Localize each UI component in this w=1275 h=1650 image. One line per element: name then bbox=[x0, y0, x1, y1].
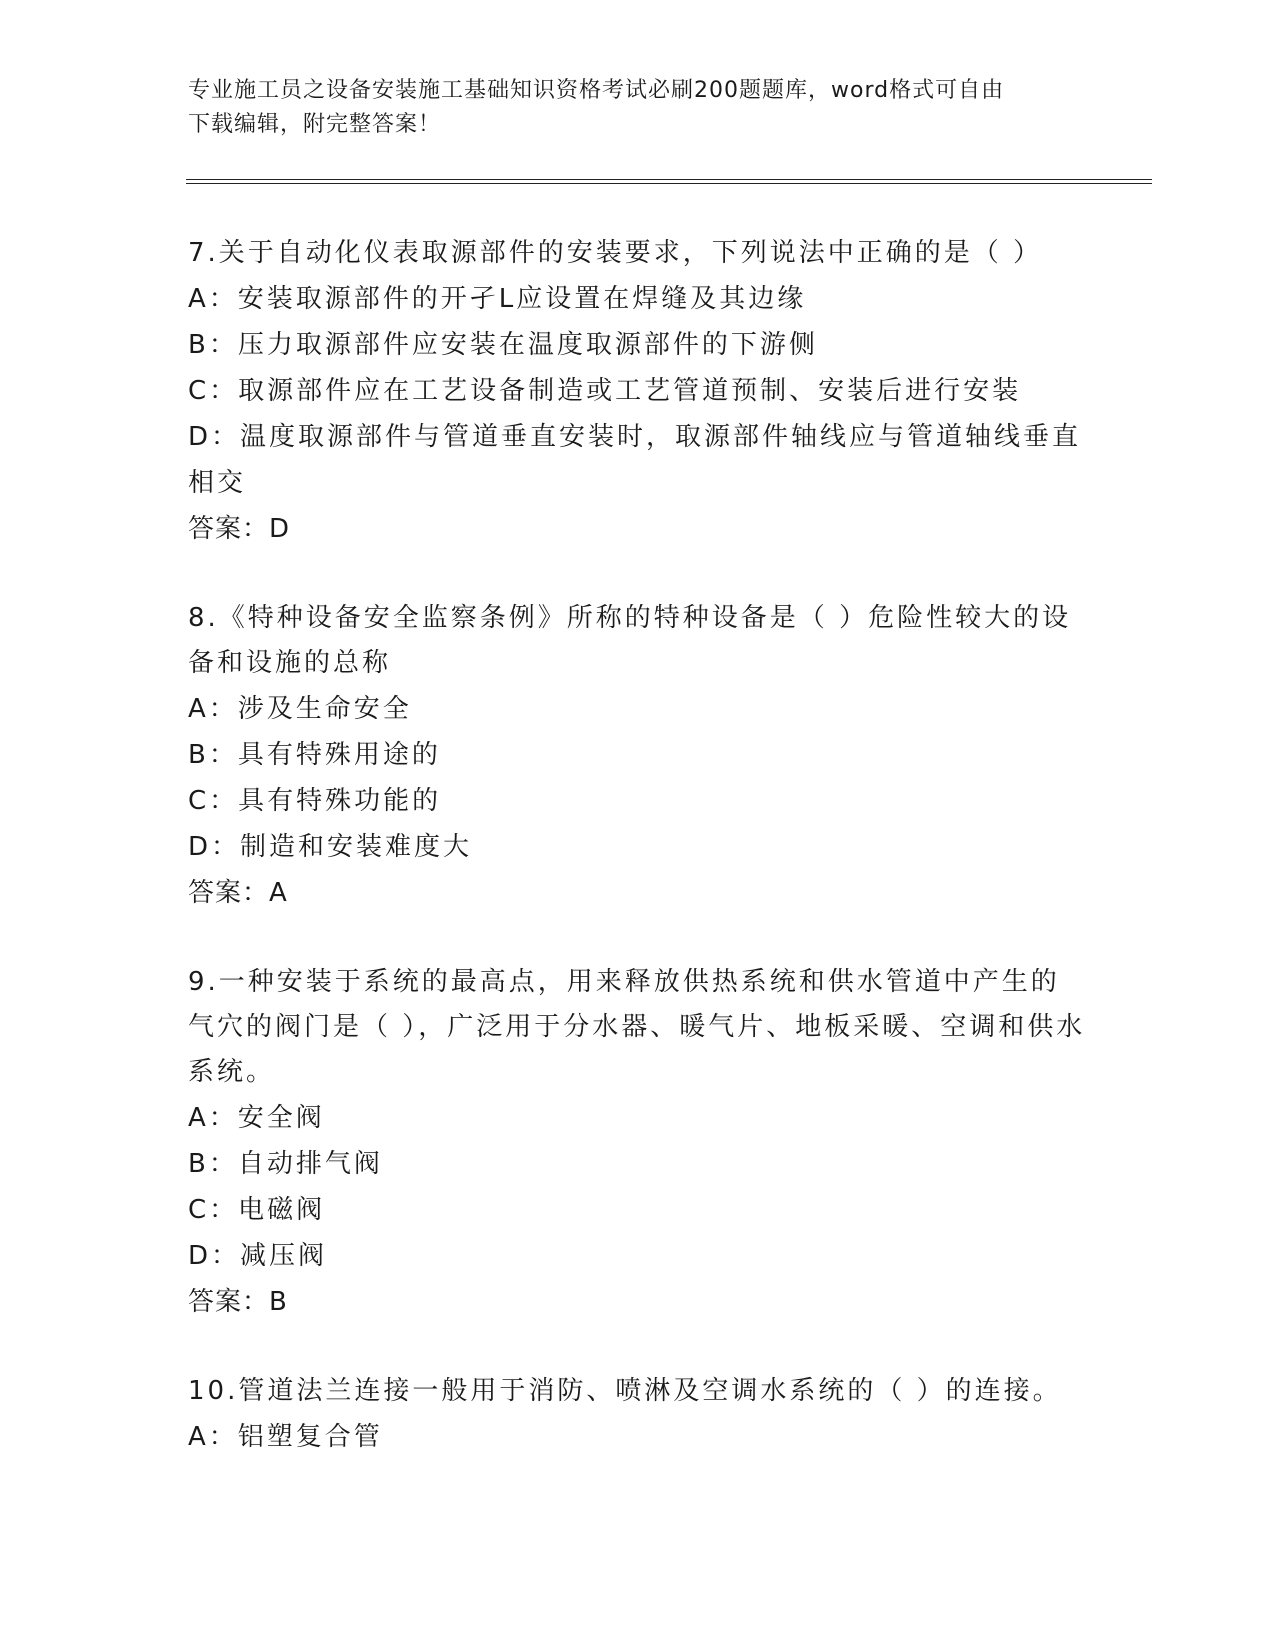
option-b: B：自动排气阀 bbox=[188, 1149, 383, 1179]
header-line-2: 下载编辑，附完整答案！ bbox=[188, 112, 442, 137]
document-header bbox=[188, 74, 1078, 142]
option-a: A：安全阀 bbox=[188, 1103, 325, 1133]
question-9 bbox=[188, 960, 1088, 1325]
option-b: B：压力取源部件应安装在温度取源部件的下游侧 bbox=[188, 330, 818, 360]
option-c: C：具有特殊功能的 bbox=[188, 786, 442, 816]
option-d: D：制造和安装难度大 bbox=[188, 832, 473, 862]
answer-line: 答案：D bbox=[188, 514, 291, 544]
option-d: D：减压阀 bbox=[188, 1241, 328, 1271]
question-list bbox=[188, 231, 1088, 1504]
answer-line: 答案：B bbox=[188, 1287, 288, 1317]
answer-line: 答案：A bbox=[188, 878, 288, 908]
question-stem: 7.关于自动化仪表取源部件的安装要求，下列说法中正确的是（ ） bbox=[188, 238, 1043, 268]
option-c: C：电磁阀 bbox=[188, 1195, 326, 1225]
question-10 bbox=[188, 1369, 1088, 1460]
question-7 bbox=[188, 231, 1088, 552]
option-a: A：涉及生命安全 bbox=[188, 694, 412, 724]
header-divider-bottom bbox=[186, 183, 1152, 184]
option-a: A：安装取源部件的开孑L应设置在焊缝及其边缘 bbox=[188, 284, 807, 314]
header-line-1: 专业施工员之设备安装施工基础知识资格考试必刷200题题库，word格式可自由 bbox=[188, 78, 1005, 103]
option-b: B：具有特殊用途的 bbox=[188, 740, 441, 770]
question-stem: 9.一种安装于系统的最高点，用来释放供热系统和供水管道中产生的气穴的阀门是（ ），广泛用于分水器、暖气片、地板采暖、空调和供水系统。 bbox=[188, 967, 1086, 1087]
option-a: A：铝塑复合管 bbox=[188, 1422, 383, 1452]
option-c: C：取源部件应在工艺设备制造或工艺管道预制、安装后进行安装 bbox=[188, 376, 1022, 406]
question-stem: 8.《特种设备安全监察条例》所称的特种设备是（ ）危险性较大的设备和设施的总称 bbox=[188, 603, 1072, 678]
header-divider-top bbox=[186, 179, 1152, 180]
question-stem: 10.管道法兰连接一般用于消防、喷淋及空调水系统的（ ）的连接。 bbox=[188, 1376, 1062, 1406]
question-8 bbox=[188, 596, 1088, 916]
option-d: D：温度取源部件与管道垂直安装时，取源部件轴线应与管道轴线垂直相交 bbox=[188, 422, 1082, 498]
